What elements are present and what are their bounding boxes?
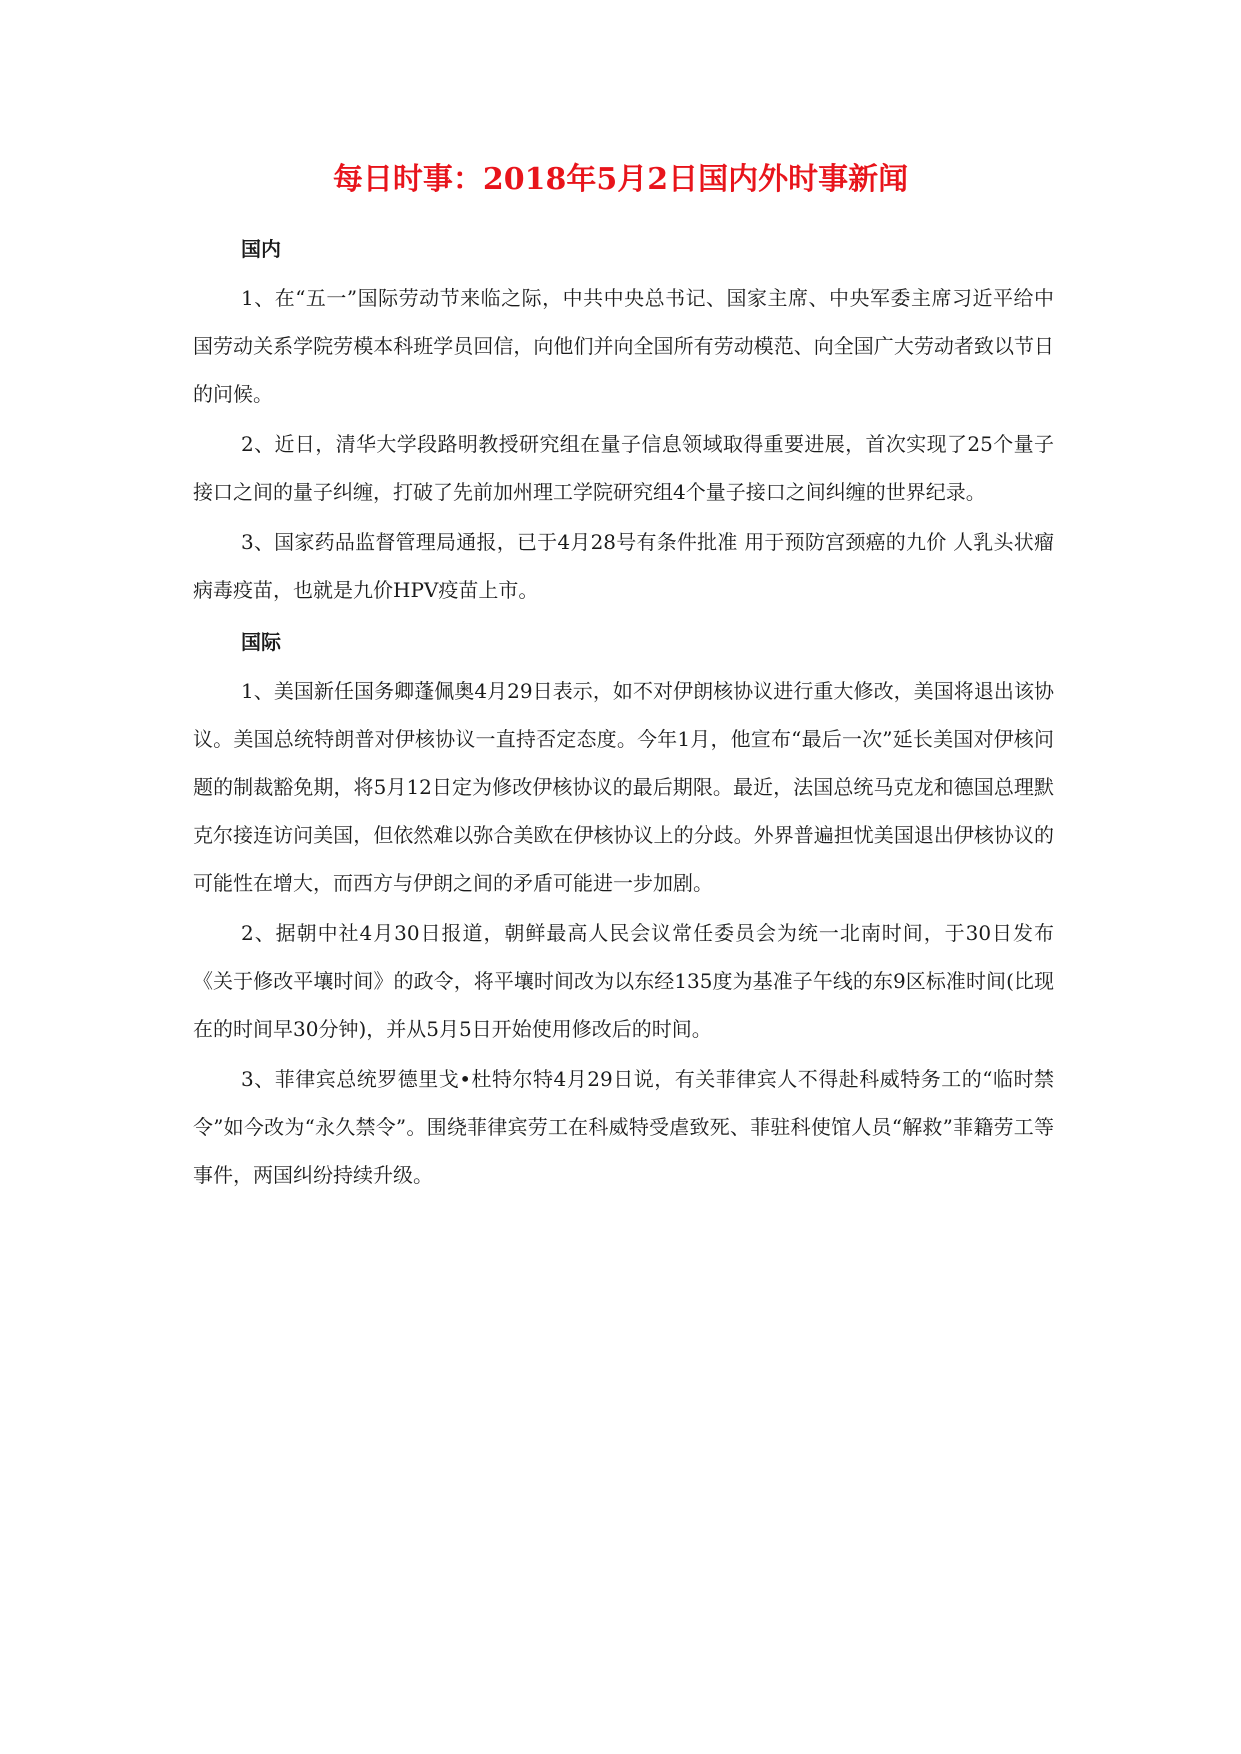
paragraph: 1、美国新任国务卿蓬佩奥4月29日表示，如不对伊朗核协议进行重大修改，美国将退出该协议。美国总统特朗普对伊核协议一直持否定态度。今年1月，他宣布“最后一次”延长美国对伊核问题的制裁豁免期，将5月12日定为修改伊核协议的最后期限。最近，法国总统马克龙和德国总理默克尔接连访问美国，但依然难以弥合美欧在伊核协议上的分歧。外界普遍担忧美国退出伊核协议的可能性在增大，而西方与伊朗之间的矛盾可能进一步加剧。 — [193, 679, 1054, 895]
paragraph: 2、近日，清华大学段路明教授研究组在量子信息领域取得重要进展，首次实现了25个量子接口之间的量子纠缠，打破了先前加州理工学院研究组4个量子接口之间纠缠的世界纪录。 — [193, 432, 1054, 504]
document-body — [193, 224, 1054, 1199]
section-heading-domestic: 国内 — [241, 237, 281, 261]
paragraph: 3、菲律宾总统罗德里戈•杜特尔特4月29日说，有关菲律宾人不得赴科威特务工的“临时禁令”如今改为“永久禁令”。围绕菲律宾劳工在科威特受虐致死、菲驻科使馆人员“解救”菲籍劳工等事件，两国纠纷持续升级。 — [193, 1067, 1054, 1187]
paragraph: 2、据朝中社4月30日报道，朝鲜最高人民会议常任委员会为统一北南时间，于30日发布《关于修改平壤时间》的政令，将平壤时间改为以东经135度为基准子午线的东9区标准时间(比现在的时间早30分钟)，并从5月5日开始使用修改后的时间。 — [193, 921, 1054, 1041]
section-domestic — [193, 224, 1054, 614]
paragraph: 1、在“五一”国际劳动节来临之际，中共中央总书记、国家主席、中央军委主席习近平给中国劳动关系学院劳模本科班学员回信，向他们并向全国所有劳动模范、向全国广大劳动者致以节日的问候。 — [193, 286, 1054, 406]
paragraph: 3、国家药品监督管理局通报，已于4月28号有条件批准 用于预防宫颈癌的九价 人乳头状瘤 病毒疫苗，也就是九价HPV疫苗上市。 — [193, 530, 1054, 602]
section-heading-international: 国际 — [241, 630, 281, 654]
section-international — [193, 617, 1054, 1199]
document-title: 每日时事：2018年5月2日国内外时事新闻 — [332, 162, 909, 197]
